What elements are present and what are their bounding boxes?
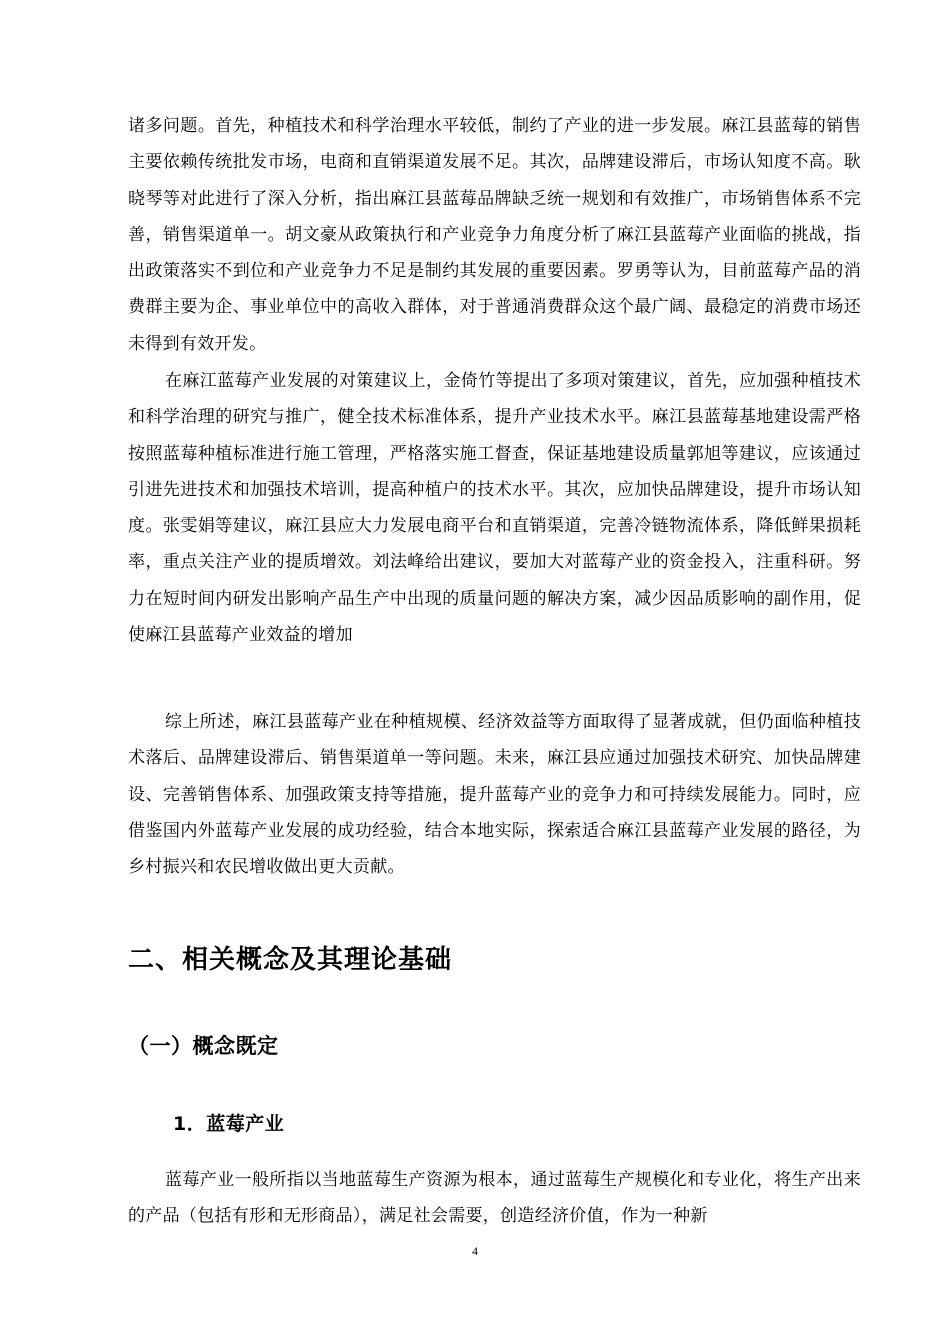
body-paragraph-problems: 诸多问题。首先，种植技术和科学治理水平较低，制约了产业的进一步发展。麻江县蓝莓的销售主要依赖传统批发市场，电商和直销渠道发展不足。其次，品牌建设滞后，市场认知度不高。耿晓琴等对此进行了深入分析，指出麻江县蓝莓品牌缺乏统一规划和有效推广，市场销售体系不完善，销售渠道单一。胡文豪从政策执行和产业竞争力角度分析了麻江县蓝莓产业面临的挑战，指出政策落实不到位和产业竞争力不足是制约其发展的重要因素。罗勇等认为，目前蓝莓产品的消费群主要为企、事业单位中的高收入群体，对于普通消费群众这个最广阔、最稳定的消费市场还未得到有效开发。 <box>128 116 861 354</box>
section-heading: （一）概念既定 <box>128 1034 279 1058</box>
page-number: 4 <box>472 1244 478 1258</box>
body-paragraph-summary: 综上所述，麻江县蓝莓产业在种植规模、经济效益等方面取得了显著成就，但仍面临种植技术落后、品牌建设滞后、销售渠道单一等问题。未来，麻江县应通过加强技术研究、加快品牌建设、完善销售体系、加强政策支持等措施，提升蓝莓产业的竞争力和可持续发展能力。同时，应借鉴国内外蓝莓产业发展的成功经验，结合本地实际，探索适合麻江县蓝莓产业发展的路径，为乡村振兴和农民增收做出更大贡献。 <box>128 712 861 878</box>
body-paragraph-definition: 蓝莓产业一般所指以当地蓝莓生产资源为根本，通过蓝莓生产规模化和专业化，将生产出来的产品（包括有形和无形商品），满足社会需要，创造经济价值，作为一种新 <box>128 1170 861 1227</box>
subsection-heading: 1．蓝莓产业 <box>173 1113 285 1135</box>
chapter-heading: 二、相关概念及其理论基础 <box>128 945 453 975</box>
body-paragraph-suggestions: 在麻江蓝莓产业发展的对策建议上，金倚竹等提出了多项对策建议，首先，应加强种植技术和科学治理的研究与推广，健全技术标准体系，提升产业技术水平。麻江县蓝莓基地建设需严格按照蓝莓种植标准进行施工管理，严格落实施工督查，保证基地建设质量郭旭等建议，应该通过引进先进技术和加强技术培训，提高种植户的技术水平。其次，应加快品牌建设，提升市场认知度。张雯娟等建议，麻江县应大力发展电商平台和直销渠道，完善冷链物流体系，降低鲜果损耗率，重点关注产业的提质增效。刘法峰给出建议，要加大对蓝莓产业的资金投入，注重科研。努力在短时间内研发出影响产品生产中出现的质量问题的解决方案，减少因品质影响的副作用，促使麻江县蓝莓产业效益的增加 <box>128 371 861 646</box>
